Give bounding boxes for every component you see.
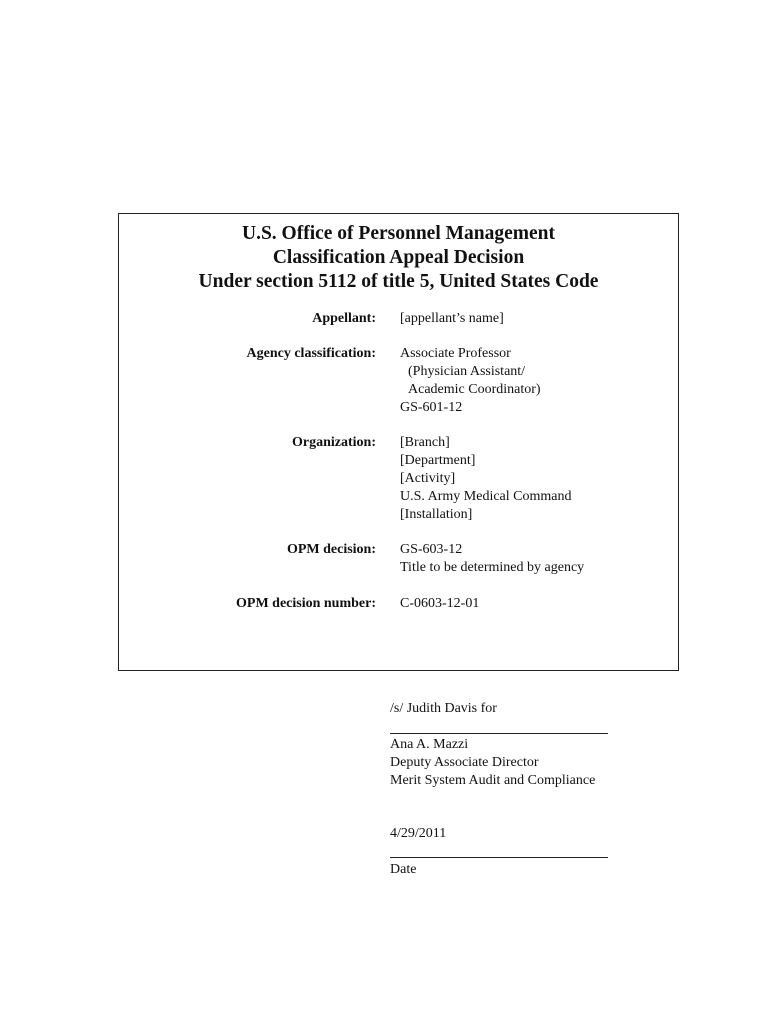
agency-classification-values: [400, 345, 541, 417]
organization-command: U.S. Army Medical Command: [400, 489, 572, 504]
date-value: 4/29/2011: [390, 826, 447, 841]
organization-department: [Department]: [400, 453, 476, 468]
signature-line: [390, 733, 608, 734]
opm-decision-label: OPM decision:: [286, 542, 376, 557]
organization-label: Organization:: [292, 435, 376, 450]
agency-classification-subtitle-1: (Physician Assistant/: [408, 364, 526, 379]
decision-summary-box: [118, 213, 679, 671]
title-line-decision-type: Classification Appeal Decision: [272, 247, 525, 268]
signatory-office: Merit System Audit and Compliance: [390, 773, 596, 788]
organization-installation: [Installation]: [400, 507, 473, 522]
opm-decision-number-label: OPM decision number:: [236, 596, 376, 611]
title-line-legal-authority: Under section 5112 of title 5, United States Code: [198, 271, 599, 292]
appellant-label: Appellant:: [312, 311, 376, 326]
document-title: [119, 222, 678, 294]
opm-decision-values: [400, 541, 584, 577]
organization-activity: [Activity]: [400, 471, 456, 486]
organization-branch: [Branch]: [400, 435, 450, 450]
title-line-agency: U.S. Office of Personnel Management: [241, 223, 556, 244]
signature-text: /s/ Judith Davis for: [390, 701, 497, 716]
appellant-values: [400, 310, 504, 328]
signatory-block: [390, 736, 595, 790]
opm-decision-title-note: Title to be determined by agency: [400, 560, 585, 575]
opm-decision-grade: GS-603-12: [400, 542, 463, 557]
opm-decision-number-values: [400, 595, 479, 613]
agency-classification-grade: GS-601-12: [400, 400, 463, 415]
agency-classification-label: Agency classification:: [246, 346, 376, 361]
opm-decision-number-value: C-0603-12-01: [400, 596, 480, 611]
organization-values: [400, 434, 572, 524]
date-line: [390, 857, 608, 858]
signatory-title: Deputy Associate Director: [390, 755, 539, 770]
agency-classification-title: Associate Professor: [400, 346, 511, 361]
signatory-name: Ana A. Mazzi: [390, 737, 469, 752]
date-label: Date: [390, 862, 417, 877]
appellant-name: [appellant’s name]: [400, 311, 504, 326]
agency-classification-subtitle-2: Academic Coordinator): [408, 382, 541, 397]
